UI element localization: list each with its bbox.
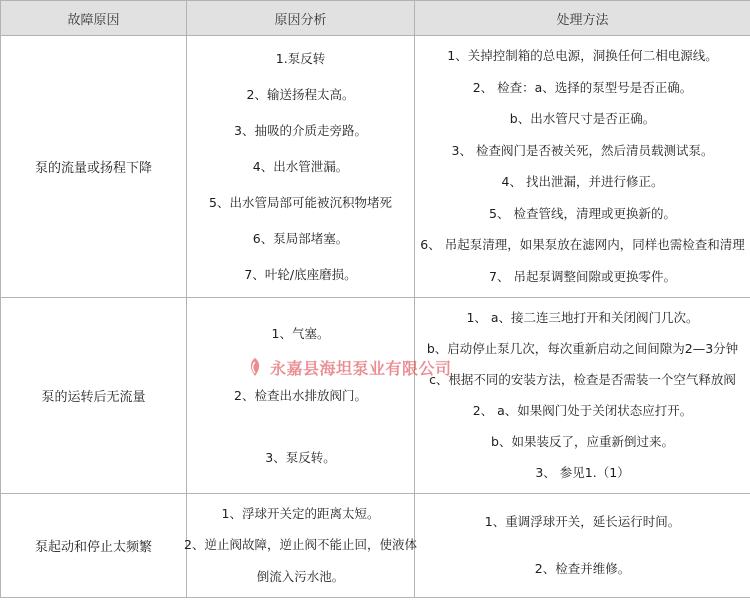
solution-line: 1、 a、接二连三地打开和关闭阀门几次。 <box>466 310 699 325</box>
solution-line: 4、 找出泄漏，并进行修正。 <box>501 174 664 190</box>
solution-line: b、如果装反了，应重新倒过来。 <box>491 434 674 449</box>
analysis-cell <box>184 494 417 598</box>
analysis-cell <box>187 36 415 298</box>
solution-line: 3、 检查阀门是否被关死，然后清员载测试泵。 <box>451 142 714 158</box>
solution-line: b、启动停止泵几次，每次重新启动之间间隙为2—3分钟 <box>426 341 739 356</box>
solution-line: 2、检查并维修。 <box>534 561 631 576</box>
table-row <box>1 494 750 598</box>
solution-cell <box>415 494 750 598</box>
analysis-line: 倒流入污水池。 <box>256 568 345 584</box>
fault-cause-cell: 泵的流量或扬程下降 <box>1 36 187 298</box>
fault-cause-cell: 泵起动和停止太频繁 <box>1 494 187 598</box>
analysis-line: 1、浮球开关定的距离太短。 <box>221 506 380 522</box>
header-fault: 故障原因 <box>1 1 187 36</box>
solution-line: 2、 检查：a、选择的泵型号是否正确。 <box>472 79 693 95</box>
table-row <box>1 298 750 494</box>
analysis-lines <box>187 37 414 297</box>
solution-lines <box>415 37 750 297</box>
analysis-line: 2、输送扬程太高。 <box>246 86 355 102</box>
analysis-line: 2、检查出水排放阀门。 <box>234 387 367 403</box>
analysis-cell <box>187 298 415 494</box>
solution-cell <box>415 298 750 494</box>
solution-lines <box>415 299 750 493</box>
table-row <box>1 36 750 298</box>
analysis-line: 3、泵反转。 <box>265 449 336 465</box>
header-solution: 处理方法 <box>415 1 750 36</box>
analysis-line: 3、抽吸的介质走旁路。 <box>234 122 367 138</box>
analysis-line: 7、叶轮/底座磨损。 <box>244 266 357 282</box>
solution-cell <box>415 36 750 298</box>
solution-line: 1、重调浮球开关，延长运行时间。 <box>484 514 681 529</box>
solution-line: 1、关掉控制箱的总电源，洞换任何二相电源线。 <box>447 48 718 64</box>
analysis-lines <box>187 299 414 493</box>
analysis-line: 2、逆止阀故障，逆止阀不能止回，使液体 <box>184 537 417 553</box>
solution-line: 7、 吊起泵调整间隙或更换零件。 <box>489 268 676 284</box>
analysis-line: 5、出水管局部可能被沉积物堵死 <box>209 194 392 210</box>
header-row <box>1 1 750 36</box>
solution-line: 2、 a、如果阀门处于关闭状态应打开。 <box>472 403 693 418</box>
watermark-text: 永嘉县海坦泵业有限公司 <box>270 358 452 378</box>
solution-lines <box>415 495 750 597</box>
analysis-line: 6、泵局部堵塞。 <box>252 230 349 246</box>
analysis-lines <box>184 495 417 597</box>
solution-line: b、出水管尺寸是否正确。 <box>509 111 656 127</box>
solution-line: 6、 吊起泵清理，如果泵放在滤网内，同样也需检查和清理 <box>420 237 745 253</box>
solution-line: c、根据不同的安装方法，检查是否需装一个空气释放阀 <box>429 372 736 387</box>
solution-line: 5、 检查管线，清理或更换新的。 <box>489 205 676 221</box>
analysis-line: 4、出水管泄漏。 <box>252 158 349 174</box>
analysis-line: 1、气塞。 <box>271 325 330 341</box>
fault-cause-cell: 泵的运转后无流量 <box>1 298 187 494</box>
solution-line: 3、 参见1.（1） <box>535 465 630 480</box>
header-analysis: 原因分析 <box>187 1 415 36</box>
analysis-line: 1.泵反转 <box>275 50 326 66</box>
